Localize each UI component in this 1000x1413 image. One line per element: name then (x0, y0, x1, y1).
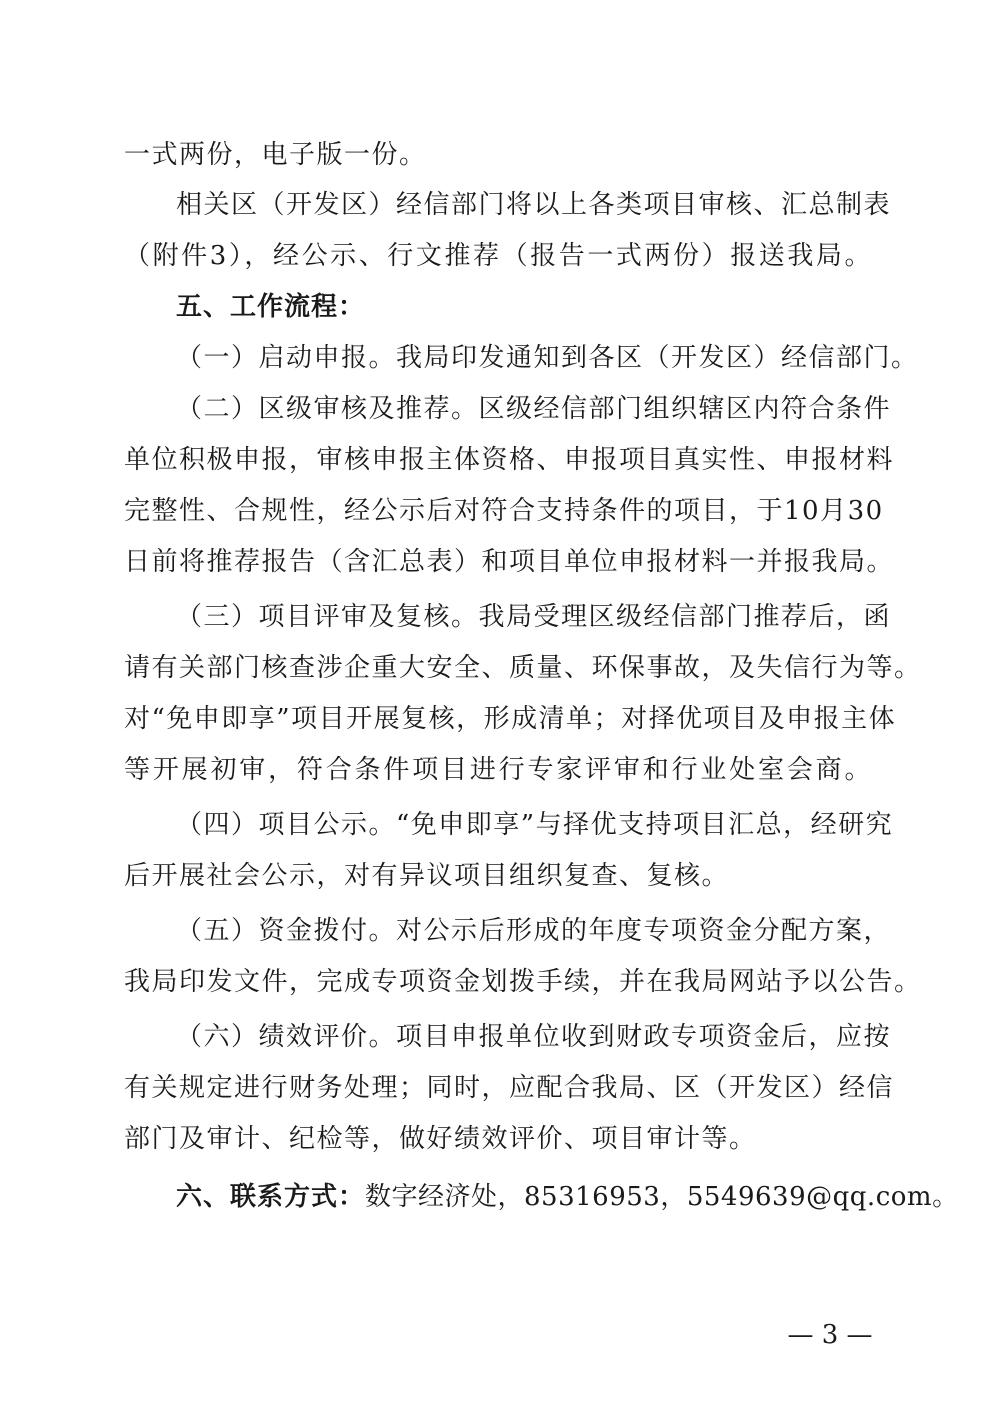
paragraph-line-16: （五）资金拨付。对公示后形成的年度专项资金分配方案， (176, 916, 892, 946)
paragraph-line-5: （一）启动申报。我局印发通知到各区（开发区）经信部门。 (176, 343, 919, 373)
contact-value: 数字经济处，85316953，5549639@qq.com。 (365, 1182, 959, 1212)
paragraph-line-3: （附件3），经公示、行文推荐（报告一式两份）报送我局。 (124, 241, 872, 271)
section-heading-workflow: 五、工作流程： (176, 292, 366, 322)
paragraph-line-8: 完整性、合规性，经公示后对符合支持条件的项目，于10月30 (124, 496, 884, 526)
paragraph-line-11: 请有关部门核查涉企重大安全、质量、环保事故，及失信行为等。 (124, 653, 922, 683)
page-number: — 3 — (787, 1320, 873, 1350)
paragraph-line-10: （三）项目评审及复核。我局受理区级经信部门推荐后，函 (176, 602, 892, 632)
contact-section (176, 1180, 959, 1214)
paragraph-line-13: 等开展初审，符合条件项目进行专家评审和行业处室会商。 (124, 755, 872, 785)
paragraph-line-2: 相关区（开发区）经信部门将以上各类项目审核、汇总制表 (176, 190, 892, 220)
paragraph-line-17: 我局印发文件，完成专项资金划拨手续，并在我局网站予以公告。 (124, 967, 922, 997)
paragraph-line-1: 一式两份，电子版一份。 (124, 140, 427, 170)
contact-label: 六、联系方式： (176, 1182, 366, 1212)
paragraph-line-7: 单位积极申报，审核申报主体资格、申报项目真实性、申报材料 (124, 445, 895, 475)
paragraph-line-9: 日前将推荐报告（含汇总表）和项目单位申报材料一并报我局。 (124, 547, 895, 577)
paragraph-line-15: 后开展社会公示，对有异议项目组织复查、复核。 (124, 861, 730, 891)
paragraph-line-12: 对“免申即享”项目开展复核，形成清单；对择优项目及申报主体 (124, 704, 897, 734)
paragraph-line-19: 有关规定进行财务处理；同时，应配合我局、区（开发区）经信 (124, 1073, 895, 1103)
paragraph-line-18: （六）绩效评价。项目申报单位收到财政专项资金后，应按 (176, 1022, 892, 1052)
paragraph-line-20: 部门及审计、纪检等，做好绩效评价、项目审计等。 (124, 1124, 757, 1154)
paragraph-line-14: （四）项目公示。“免申即享”与择优支持项目汇总，经研究 (176, 810, 894, 840)
paragraph-line-6: （二）区级审核及推荐。区级经信部门组织辖区内符合条件 (176, 394, 892, 424)
